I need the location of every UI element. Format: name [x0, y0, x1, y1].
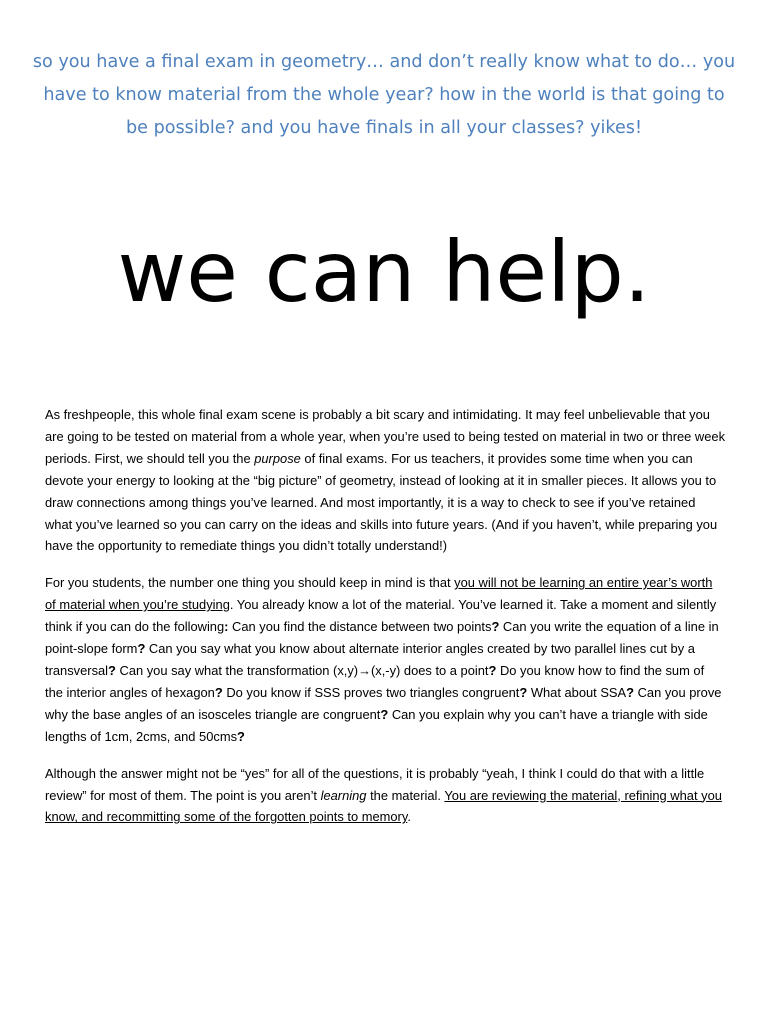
question-mark: ?	[488, 662, 497, 678]
text: the material.	[366, 787, 445, 803]
question: What about SSA	[527, 684, 627, 700]
arrow-icon: →	[358, 662, 371, 678]
question-mark: ?	[137, 641, 146, 657]
text: of final exams. For us teachers, it provides some time when you can devote your energy to looking at the “big picture” of geometry, instead of looking at it in smaller pieces. It allows you to draw connections among things you’ve learned. And most importantly, it is a way to check to see if you’ve retained what you’ve learned so you can carry on the ideas and skills into future years. (And if you haven’t, while preparing you have the opportunity to remediate things you didn’t totally understand!)	[45, 450, 718, 554]
question: Can you say what you know about alternate interior angles created by two parallel lines cut by a transversal	[45, 641, 695, 678]
question-mark: ?	[214, 684, 223, 700]
underlined-text: You are reviewing the material, refining what you know, and recommitting some of the forgotten points to memory	[45, 787, 722, 825]
question: Can you find the distance between two points	[228, 619, 492, 635]
headline: we can help.	[117, 223, 651, 321]
underlined-text: you will not be learning an entire year’s worth of material when you’re studying	[45, 575, 713, 613]
text: .	[407, 809, 411, 825]
emphasis-learning: learning	[320, 787, 367, 803]
intro-text: so you have a final exam in geometry… and don’t really know what to do… you have to know material from the whole year? how in the world is that going to be possible? and you have finals in all your classes? yikes!	[32, 52, 736, 138]
question-mark: ?	[491, 619, 500, 635]
text: For you students, the number one thing you should keep in mind is that	[45, 575, 455, 591]
emphasis-purpose: purpose	[254, 450, 301, 466]
text: As freshpeople, this whole final exam scene is probably a bit scary and intimidating. It may feel unbelievable that you are going to be tested on material from a whole year, when you’re used to being tested on material in two or three week periods. First, we should tell you the	[45, 407, 726, 466]
text: . You already know a lot of the material. You’ve learned it. Take a moment and silently think if you can do the following	[45, 597, 717, 635]
question: Can you explain why you can’t have a triangle with side lengths of 1cm, 2cms, and 50cms	[45, 706, 708, 744]
question: Can you prove why the base angles of an isosceles triangle are congruent	[45, 684, 722, 722]
punct: :	[224, 619, 229, 635]
question-mark: ?	[108, 662, 116, 678]
paragraph-purpose	[45, 404, 725, 557]
paragraph-questions	[45, 572, 725, 747]
question: Can you say what the transformation (x,y)	[115, 662, 359, 678]
question-mark: ?	[380, 706, 389, 722]
question: Can you write the equation of a line in point-slope form	[45, 619, 719, 657]
body-text	[45, 404, 725, 843]
question: Do you know if SSS proves two triangles congruent	[222, 684, 520, 700]
question-mark: ?	[626, 684, 635, 700]
question: Do you know how to find the sum of the interior angles of hexagon	[45, 662, 705, 700]
text: Although the answer might not be “yes” for all of the questions, it is probably “yeah, I think I could do that with a little review” for most of them. The point is you aren’t	[45, 765, 705, 803]
question-mark: ?	[237, 728, 245, 744]
question: (x,-y) does to a point	[370, 662, 489, 678]
question-mark: ?	[519, 684, 528, 700]
paragraph-review	[45, 763, 725, 829]
